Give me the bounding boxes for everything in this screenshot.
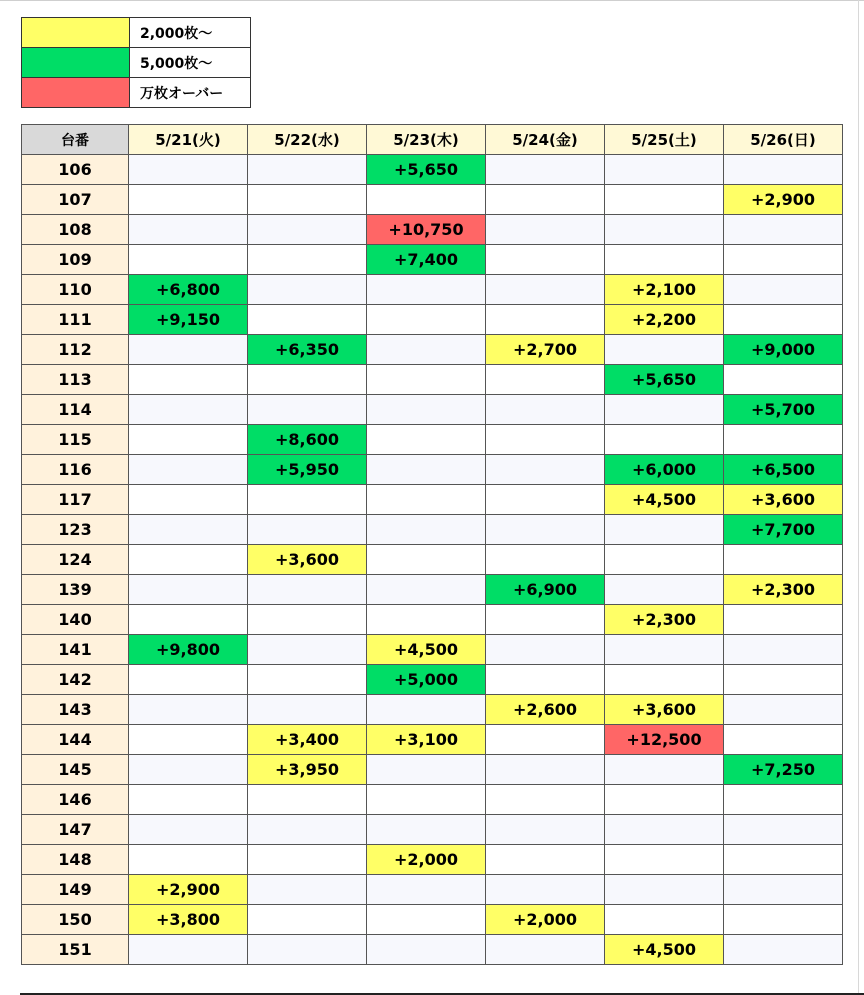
machine-number: 107 [22,185,129,215]
payout-cell [248,635,367,665]
payout-cell [367,935,486,965]
table-row [22,365,843,395]
payout-cell [486,935,605,965]
payout-cell [486,305,605,335]
payout-cell [486,545,605,575]
payout-cell [129,815,248,845]
payout-cell [248,665,367,695]
table-row [22,605,843,635]
machine-number: 142 [22,665,129,695]
payout-cell: +5,700 [724,395,843,425]
payout-cell [129,455,248,485]
payout-cell [486,725,605,755]
payout-cell [248,155,367,185]
payout-cell [605,425,724,455]
payout-cell [367,905,486,935]
payout-cell [367,185,486,215]
machine-number: 143 [22,695,129,725]
payout-cell [367,815,486,845]
machine-number: 144 [22,725,129,755]
payout-cell: +10,750 [367,215,486,245]
payout-cell [486,605,605,635]
table-row [22,635,843,665]
payout-cell [724,875,843,905]
payout-cell [248,815,367,845]
payout-cell [129,185,248,215]
payout-cell [724,425,843,455]
payout-cell [724,905,843,935]
table-row [22,815,843,845]
payout-cell [129,575,248,605]
legend-row-red [22,78,251,108]
machine-number: 111 [22,305,129,335]
legend-swatch-yellow [22,18,130,48]
table-row [22,515,843,545]
table-body [22,155,843,965]
payout-cell [248,215,367,245]
machine-number: 117 [22,485,129,515]
payout-cell [129,515,248,545]
payout-cell: +2,900 [724,185,843,215]
table-row [22,185,843,215]
payout-cell [367,365,486,395]
machine-number: 108 [22,215,129,245]
payout-cell [367,875,486,905]
date-header: 5/24(金) [486,125,605,155]
payout-cell: +4,500 [367,635,486,665]
payout-cell [367,455,486,485]
payout-cell [605,185,724,215]
date-header: 5/25(土) [605,125,724,155]
top-border-line [0,0,864,1]
payout-cell [605,575,724,605]
payout-cell [248,245,367,275]
legend-label: 5,000枚～ [130,48,251,78]
payout-cell [129,215,248,245]
machine-number: 115 [22,425,129,455]
table-row [22,935,843,965]
header-row [22,125,843,155]
payout-cell: +8,600 [248,425,367,455]
payout-cell [367,335,486,365]
payout-cell [248,875,367,905]
payout-cell [129,365,248,395]
table-row [22,155,843,185]
legend-row-green [22,48,251,78]
date-header: 5/21(火) [129,125,248,155]
payout-cell [367,485,486,515]
payout-cell [605,665,724,695]
payout-cell [605,155,724,185]
payout-cell: +6,000 [605,455,724,485]
right-border-line [858,0,859,995]
payout-cell [486,815,605,845]
payout-cell [129,605,248,635]
payout-cell [367,425,486,455]
payout-cell: +3,600 [248,545,367,575]
machine-number: 123 [22,515,129,545]
payout-cell [367,515,486,545]
payout-cell [367,545,486,575]
payout-cell [248,185,367,215]
payout-cell [605,755,724,785]
date-header: 5/23(木) [367,125,486,155]
payout-cell [367,785,486,815]
payout-cell [129,665,248,695]
table-row [22,485,843,515]
payout-cell [724,815,843,845]
payout-cell [248,605,367,635]
payout-cell [486,425,605,455]
payout-cell: +9,800 [129,635,248,665]
payout-cell: +3,400 [248,725,367,755]
payout-cell [129,695,248,725]
payout-cell [129,845,248,875]
payout-cell [129,725,248,755]
payout-cell [724,305,843,335]
payout-cell [724,695,843,725]
payout-cell: +2,000 [367,845,486,875]
machine-number: 150 [22,905,129,935]
table-row [22,395,843,425]
date-header: 5/26(日) [724,125,843,155]
payout-cell [724,215,843,245]
payout-cell: +2,700 [486,335,605,365]
payout-cell: +6,500 [724,455,843,485]
payout-cell [605,245,724,275]
machine-number: 139 [22,575,129,605]
legend-swatch-green [22,48,130,78]
payout-cell [129,755,248,785]
payout-cell [129,155,248,185]
machine-number: 113 [22,365,129,395]
machine-number: 109 [22,245,129,275]
machine-number: 140 [22,605,129,635]
payout-cell [605,215,724,245]
table-row [22,575,843,605]
payout-cell: +4,500 [605,485,724,515]
payout-cell [486,215,605,245]
payout-cell: +3,600 [724,485,843,515]
payout-cell [605,785,724,815]
table-row [22,785,843,815]
payout-cell [367,695,486,725]
payout-cell [129,545,248,575]
payout-cell [486,365,605,395]
payout-cell: +2,900 [129,875,248,905]
payout-cell: +2,600 [486,695,605,725]
payout-cell [486,245,605,275]
payout-cell [724,635,843,665]
machine-number: 147 [22,815,129,845]
payout-cell [129,935,248,965]
machine-number: 110 [22,275,129,305]
payout-cell [248,575,367,605]
machine-number: 145 [22,755,129,785]
machine-number-header: 台番 [22,125,129,155]
payout-cell [248,485,367,515]
color-legend [21,17,251,108]
payout-cell [486,845,605,875]
machine-number: 141 [22,635,129,665]
payout-cell: +3,950 [248,755,367,785]
payout-cell [605,635,724,665]
table-row [22,215,843,245]
payout-cell: +9,150 [129,305,248,335]
payout-cell: +9,000 [724,335,843,365]
table-row [22,335,843,365]
payout-cell [129,425,248,455]
payout-cell: +3,100 [367,725,486,755]
payout-cell [486,455,605,485]
table-row [22,665,843,695]
payout-cell: +3,800 [129,905,248,935]
table-row [22,695,843,725]
machine-number: 149 [22,875,129,905]
payout-cell [724,365,843,395]
payout-cell [724,935,843,965]
table-row [22,845,843,875]
payout-cell [367,575,486,605]
payout-cell: +3,600 [605,695,724,725]
payout-cell [724,845,843,875]
payout-cell [367,605,486,635]
machine-number: 116 [22,455,129,485]
payout-cell [724,665,843,695]
payout-cell [486,755,605,785]
payout-cell: +6,350 [248,335,367,365]
payout-cell [605,815,724,845]
payout-cell: +2,300 [605,605,724,635]
payout-cell [367,275,486,305]
payout-cell [724,725,843,755]
machine-number: 114 [22,395,129,425]
payout-cell: +7,700 [724,515,843,545]
legend-label: 万枚オーバー [130,78,251,108]
table-row [22,275,843,305]
payout-cell: +5,650 [605,365,724,395]
payout-cell: +5,950 [248,455,367,485]
payout-cell [367,755,486,785]
payout-cell [724,545,843,575]
payout-cell [486,665,605,695]
table-row [22,545,843,575]
payout-cell: +7,400 [367,245,486,275]
legend-row-yellow [22,18,251,48]
table-row [22,305,843,335]
table-row [22,455,843,485]
machine-number: 148 [22,845,129,875]
payout-cell [248,935,367,965]
table-row [22,875,843,905]
payout-cell [129,395,248,425]
legend-swatch-red [22,78,130,108]
payout-cell [248,395,367,425]
payout-cell [605,335,724,365]
payout-cell [248,845,367,875]
payout-cell: +7,250 [724,755,843,785]
machine-number: 124 [22,545,129,575]
payout-cell [129,485,248,515]
machine-number: 151 [22,935,129,965]
payout-cell [248,365,367,395]
payout-cell [248,275,367,305]
payout-cell: +2,200 [605,305,724,335]
table-row [22,245,843,275]
payout-cell: +5,650 [367,155,486,185]
table-row [22,755,843,785]
payout-cell [248,785,367,815]
payout-cell [486,515,605,545]
payout-cell: +2,300 [724,575,843,605]
payout-cell [486,785,605,815]
payout-cell [248,305,367,335]
payout-cell [724,785,843,815]
payout-cell [605,545,724,575]
date-header: 5/22(水) [248,125,367,155]
payout-cell: +4,500 [605,935,724,965]
machine-number: 106 [22,155,129,185]
payout-cell [129,245,248,275]
payout-cell: +6,800 [129,275,248,305]
payout-cell: +6,900 [486,575,605,605]
table-row [22,905,843,935]
payout-cell [724,605,843,635]
payout-cell [605,905,724,935]
legend-label: 2,000枚～ [130,18,251,48]
table-row [22,725,843,755]
payout-cell: +2,000 [486,905,605,935]
payout-cell [129,335,248,365]
payout-cell [248,905,367,935]
machine-number: 112 [22,335,129,365]
payout-cell [367,395,486,425]
payout-cell [486,395,605,425]
payout-cell [486,875,605,905]
payout-cell [605,515,724,545]
payout-cell: +2,100 [605,275,724,305]
payout-cell [248,695,367,725]
payout-cell [486,275,605,305]
payout-cell [605,395,724,425]
payout-cell [605,875,724,905]
payout-cell [724,275,843,305]
payout-cell [724,155,843,185]
payout-cell [367,305,486,335]
payout-cell [486,485,605,515]
payout-cell [248,515,367,545]
payout-cell [724,245,843,275]
payout-table [21,124,843,965]
payout-cell: +5,000 [367,665,486,695]
payout-cell [486,635,605,665]
payout-cell: +12,500 [605,725,724,755]
payout-cell [486,155,605,185]
machine-number: 146 [22,785,129,815]
table-row [22,425,843,455]
payout-cell [129,785,248,815]
payout-cell [605,845,724,875]
payout-cell [486,185,605,215]
